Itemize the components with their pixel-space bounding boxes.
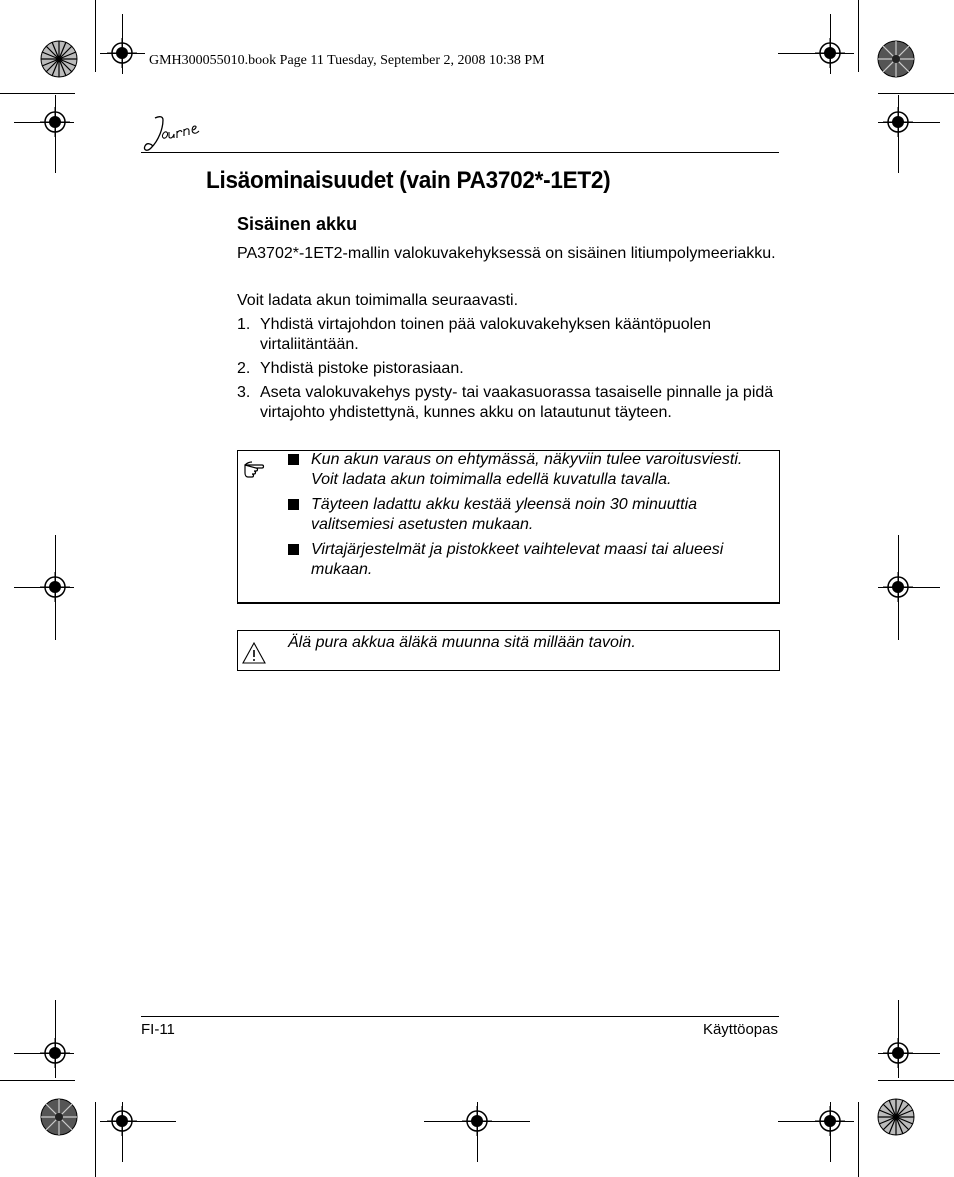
step-text: Aseta valokuvakehys pysty- tai vaakasuorassa tasaiselle pinnalle ja pidä virtajohto yhdistettynä, kunnes akku on latautunut täyteen. bbox=[260, 384, 774, 421]
step-number: 2. bbox=[237, 360, 251, 377]
footer-rule bbox=[141, 1016, 779, 1017]
list-item bbox=[288, 450, 768, 490]
registration-mark-icon bbox=[40, 107, 70, 137]
crop-line bbox=[858, 1102, 859, 1177]
header-rule bbox=[141, 152, 779, 153]
registration-mark-icon bbox=[883, 107, 913, 137]
note-box bbox=[237, 450, 780, 604]
crop-line bbox=[878, 93, 954, 94]
warning-triangle-icon bbox=[241, 641, 267, 665]
pointing-hand-icon bbox=[242, 456, 272, 480]
warning-text: Älä pura akkua äläkä muunna sitä millään tavoin. bbox=[288, 634, 636, 651]
registration-mark-icon bbox=[40, 572, 70, 602]
crop-line bbox=[95, 1102, 96, 1177]
crop-line bbox=[0, 1080, 75, 1081]
crop-line bbox=[878, 1080, 954, 1081]
square-bullet-icon bbox=[288, 454, 299, 465]
list-item bbox=[237, 383, 782, 423]
registration-mark-icon bbox=[883, 572, 913, 602]
note-text: Virtajärjestelmät ja pistokkeet vaihtelevat maasi tai alueesi mukaan. bbox=[311, 541, 724, 578]
star-target-icon bbox=[877, 40, 915, 78]
note-text: Kun akun varaus on ehtymässä, näkyviin tulee varoitusviesti. Voit ladata akun toimimalla edellä kuvatulla tavalla. bbox=[311, 451, 743, 488]
intro-paragraph: PA3702*-1ET2-mallin valokuvakehyksessä on sisäinen litiumpolymeeriakku. bbox=[237, 245, 776, 262]
note-text: Täyteen ladattu akku kestää yleensä noin 30 minuuttia valitsemiesi asetusten mukaan. bbox=[311, 496, 698, 533]
crop-line bbox=[0, 93, 75, 94]
square-bullet-icon bbox=[288, 499, 299, 510]
registration-mark-icon bbox=[815, 38, 845, 68]
journe-logo bbox=[141, 112, 211, 154]
list-item bbox=[237, 359, 782, 379]
step-number: 1. bbox=[237, 316, 251, 333]
step-number: 3. bbox=[237, 384, 251, 401]
square-bullet-icon bbox=[288, 544, 299, 555]
steps-list bbox=[237, 315, 782, 427]
star-target-icon bbox=[40, 40, 78, 78]
registration-mark-icon bbox=[40, 1038, 70, 1068]
star-target-icon bbox=[40, 1098, 78, 1136]
list-item bbox=[288, 495, 768, 535]
crop-line bbox=[858, 0, 859, 72]
registration-mark-icon bbox=[462, 1106, 492, 1136]
star-target-icon bbox=[877, 1098, 915, 1136]
manual-name: Käyttöopas bbox=[702, 1021, 778, 1038]
crop-line bbox=[95, 0, 96, 72]
lead-paragraph: Voit ladata akun toimimalla seuraavasti. bbox=[237, 292, 519, 309]
list-item bbox=[288, 540, 768, 580]
registration-mark-icon bbox=[107, 1106, 137, 1136]
registration-mark-icon bbox=[815, 1106, 845, 1136]
section-heading: Sisäinen akku bbox=[237, 214, 358, 234]
registration-mark-icon bbox=[883, 1038, 913, 1068]
warning-box bbox=[237, 630, 780, 671]
page-title: Lisäominaisuudet (vain PA3702*-1ET2) bbox=[206, 167, 611, 194]
print-info: GMH300055010.book Page 11 Tuesday, September 2, 2008 10:38 PM bbox=[149, 53, 545, 68]
step-text: Yhdistä pistoke pistorasiaan. bbox=[260, 360, 464, 377]
note-list bbox=[288, 450, 768, 585]
registration-mark-icon bbox=[107, 38, 137, 68]
list-item bbox=[237, 315, 782, 355]
step-text: Yhdistä virtajohdon toinen pää valokuvakehyksen kääntöpuolen virtaliitäntään. bbox=[260, 316, 711, 353]
page-number: FI-11 bbox=[141, 1021, 175, 1038]
